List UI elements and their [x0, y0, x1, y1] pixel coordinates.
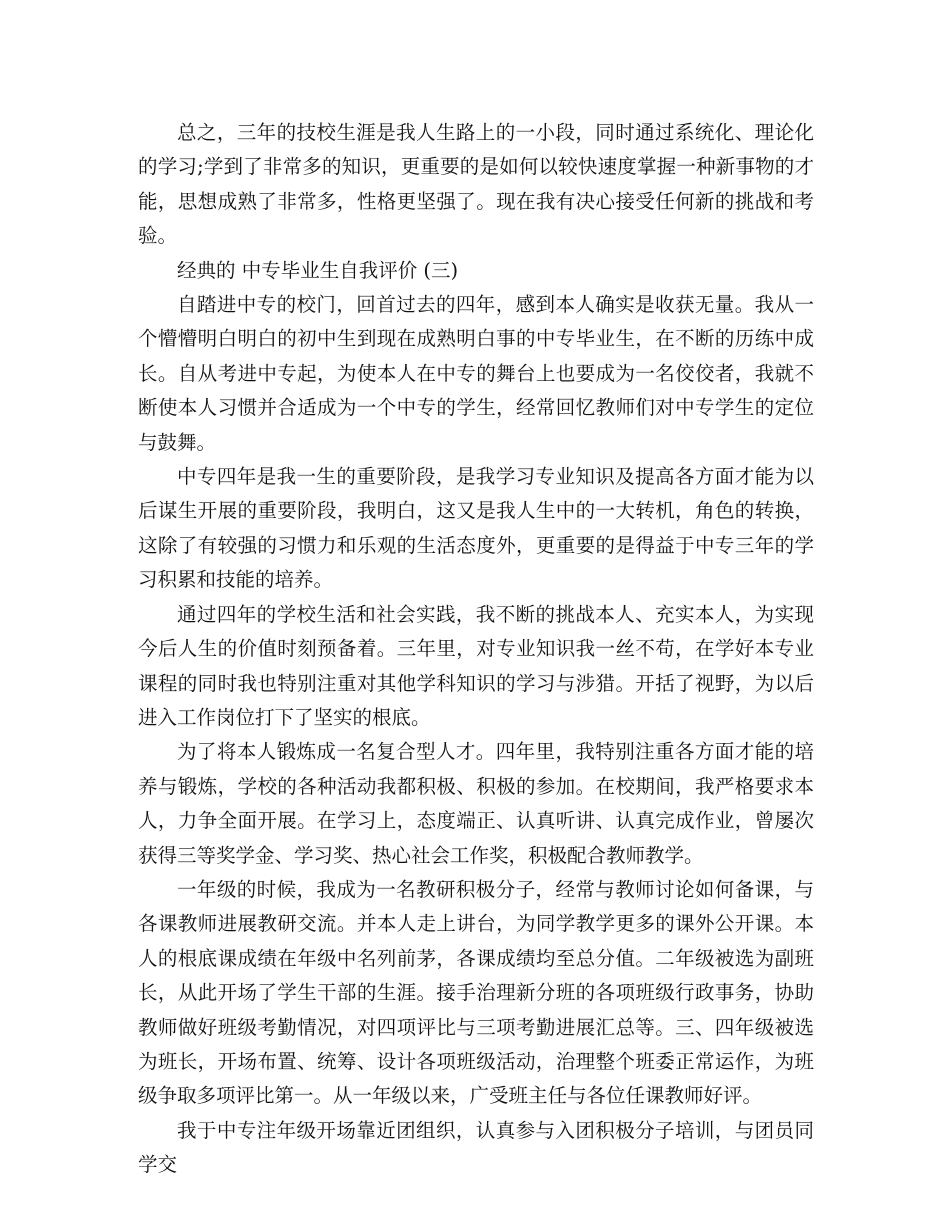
paragraph-conclusion: 总之，三年的技校生涯是我人生路上的一小段，同时通过系统化、理论化的学习;学到了非常多的知识，更重要的是如何以较快速度掌握一种新事物的才能，思想成熟了非常多，性格更坚强了。现在我有决心接受任何新的挑战和考验。 — [138, 121, 814, 248]
section-heading: 经典的 中专毕业生自我评价 (三) — [177, 258, 459, 282]
paragraph-grades: 一年级的时候，我成为一名教研积极分子，经常与教师讨论如何备课，与各课教师进展教研交流。并本人走上讲台，为同学教学更多的课外公开课。本人的根底课成绩在年级中名列前茅，各课成绩均至总分值。二年级被选为副班长，从此开场了学生干部的生涯。接手治理新分班的各项班级行政事务，协助教师做好班级考勤情况，对四项评比与三项考勤进展汇总等。三、四年级被选为班长，开场布置、统筹、设计各项班级活动，治理整个班委正常运作，为班级争取多项评比第一。从一年级以来，广受班主任与各位任课教师好评。 — [138, 877, 814, 1108]
paragraph-talent: 为了将本人锻炼成一名复合型人才。四年里，我特别注重各方面才能的培养与锻炼，学校的各种活动我都积极、积极的参加。在校期间，我严格要求本人，力争全面开展。在学习上，态度端正、认真听讲、认真完成作业，曾屡次获得三等奖学金、学习奖、热心社会工作奖，积极配合教师教学。 — [138, 740, 814, 867]
paragraph-league: 我于中专注年级开场靠近团组织，认真参与入团积极分子培训，与团员同学交 — [138, 1118, 814, 1177]
paragraph-school-life: 通过四年的学校生活和社会实践，我不断的挑战本人、充实本人，为实现今后人生的价值时刻预备着。三年里，对专业知识我一丝不苟，在学好本专业课程的同时我也特别注重对其他学科知识的学习与涉猎。开括了视野，为以后进入工作岗位打下了坚实的根底。 — [138, 602, 814, 729]
paragraph-intro: 自踏进中专的校门，回首过去的四年，感到本人确实是收获无量。我从一个懵懵明白明白的初中生到现在成熟明白事的中专毕业生，在不断的历练中成长。自从考进中专起，为使本人在中专的舞台上也要成为一名佼佼者，我就不断使本人习惯并合适成为一个中专的学生，经常回忆教师们对中专学生的定位与鼓舞。 — [138, 293, 814, 454]
document-body — [138, 116, 814, 1183]
paragraph-four-years: 中专四年是我一生的重要阶段，是我学习专业知识及提高各方面才能为以后谋生开展的重要阶段，我明白，这又是我人生中的一大转机，角色的转换，这除了有较强的习惯力和乐观的生活态度外，更重要的是得益于中专三年的学习积累和技能的培养。 — [138, 465, 814, 592]
